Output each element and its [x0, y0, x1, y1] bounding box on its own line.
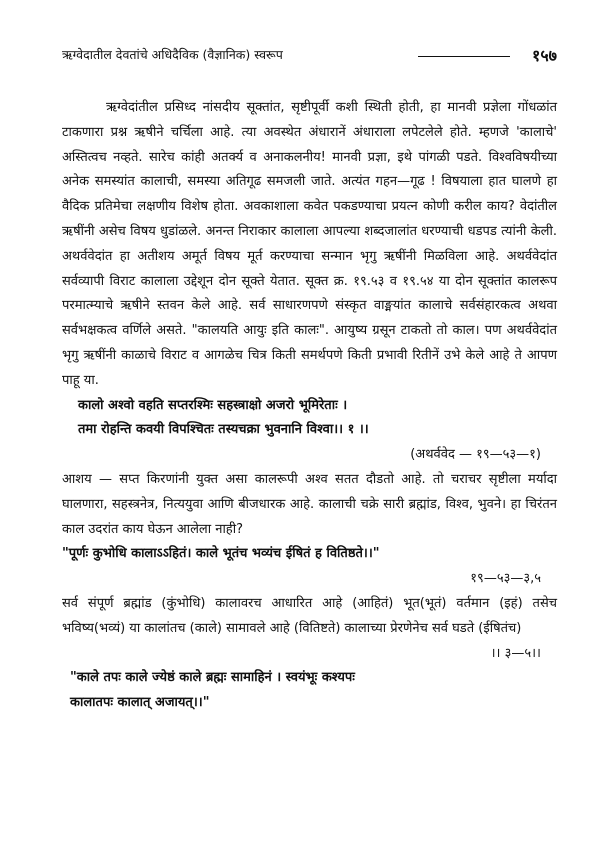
- verse-reference: (अथर्ववेद — १९—५३—१): [410, 447, 541, 463]
- header-rule: [418, 56, 510, 57]
- explanation-reference: ।। ३—५।।: [490, 645, 541, 661]
- verse-quote: "पूर्णः कुभोधि कालाऽऽहितं। काले भूतंच भव्यंच ईषितं ह वितिष्ठते।।": [62, 546, 380, 562]
- page-header: [62, 44, 557, 68]
- running-title: ऋग्वेदातील देवतांचे अधिदैविक (वैज्ञानिक) स्वरूप: [62, 47, 283, 62]
- closing-quote-line-1: "काले तपः काले ज्येष्ठं काले ब्रह्मः सामाहिनं । स्वयंभूः कश्यपः: [70, 670, 355, 686]
- verse-quote-reference: १९—५३—३,५: [470, 571, 541, 587]
- explanation-paragraph: सर्व संपूर्ण ब्रह्मांड (कुंभोधि) कालावरच आधारित आहे (आहितं) भूत(भूतं) वर्तमान (इहं) तसेच भविष्य(भव्यं) या कालांतच (काले) सामावले आहे (वितिष्टते) कालाच्या प्रेरणेनेच सर्व घडते (ईषितंच): [62, 595, 557, 636]
- page-body: [62, 96, 557, 716]
- meaning-paragraph: आशय — सप्त किरणांनी युक्त असा कालरूपी अश्व सतत दौडतो आहे. तो चराचर सृष्टीला मर्यादा घालणारा, सहस्त्रनेत्र, नित्ययुवा आणि बीजधारक आहे. कालाची चक्रे सारी ब्रह्मांड, विश्व, भुवने। हा चिरंतन काल उदरांत काय घेऊन आलेला नाही?: [62, 471, 557, 537]
- intro-paragraph: ऋग्वेदांतील प्रसिध्द नांसदीय सूक्तांत, सृष्टीपूर्वी कशी स्थिती होती, हा मानवी प्रज्ञेला गोंधळांत टाकणारा प्रश्न ऋषीने चर्चिला आहे. त्या अवस्थेत अंधारानें अंधाराला लपेटलेले होते. म्हणजे 'कालाचे' अस्तित्वच नव्हते. सारेच कांही अतर्क्य व अनाकलनीय! मानवी प्रज्ञा, इथे पांगळी पडते. विश्वविषयीच्या अनेक समस्यांत कालाची, समस्या अतिगूढ समजली जाते. अत्यंत गहन—गूढ ! विषयाला हात घालणे हा वैदिक प्रतिमेचा लक्षणीय विशेष होता. अवकाशाला कवेत पकडण्याचा प्रयत्न कोणी करील काय? वेदांतील ऋषींनी असेच विषय धुडांळले. अनन्त निराकार कालाला आपल्या शब्दजालांत धरण्याची धडपड त्यांनी केली. अथर्ववेदांत हा अतीशय अमूर्त विषय मूर्त करण्याचा सन्मान भृगु ऋषींनी मिळविला आहे. अथर्ववेदांत सर्वव्यापी विराट कालाला उद्देशून दोन सूक्ते येतात. सूक्त क्र. १९.५३ व १९.५४ या दोन सूक्तांत कालरूप परमात्म्याचे ऋषीने स्तवन केले आहे. सर्व साधारणपणे संस्कृत वाङ्मयांत कालाचे सर्वसंहारकत्व अथवा सर्वभक्षकत्व वर्णिले असते. "कालयति आयुः इति कालः". आयुष्य ग्रसून टाकतो तो काल। पण अथर्ववेदांत भृगु ऋषींनी काळाचे विराट व आगळेच चित्र किती समर्थपणे किती प्रभावी रितीनें उभे केले आहे ते आपण पाहू या.: [62, 100, 557, 388]
- closing-quote-line-2: कालातपः कालात् अजायत्।।": [70, 695, 210, 711]
- page-number: १५७: [532, 46, 557, 65]
- verse-line-2: तमा रोहन्ति कवयी विपश्चितः तस्यचक्रा भुवनानि विश्वा।। १ ।।: [78, 422, 369, 438]
- verse-line-1: कालो अश्वो वहति सप्तरश्मिः सहस्त्राक्षो अजरो भूमिरेताः ।: [78, 397, 348, 413]
